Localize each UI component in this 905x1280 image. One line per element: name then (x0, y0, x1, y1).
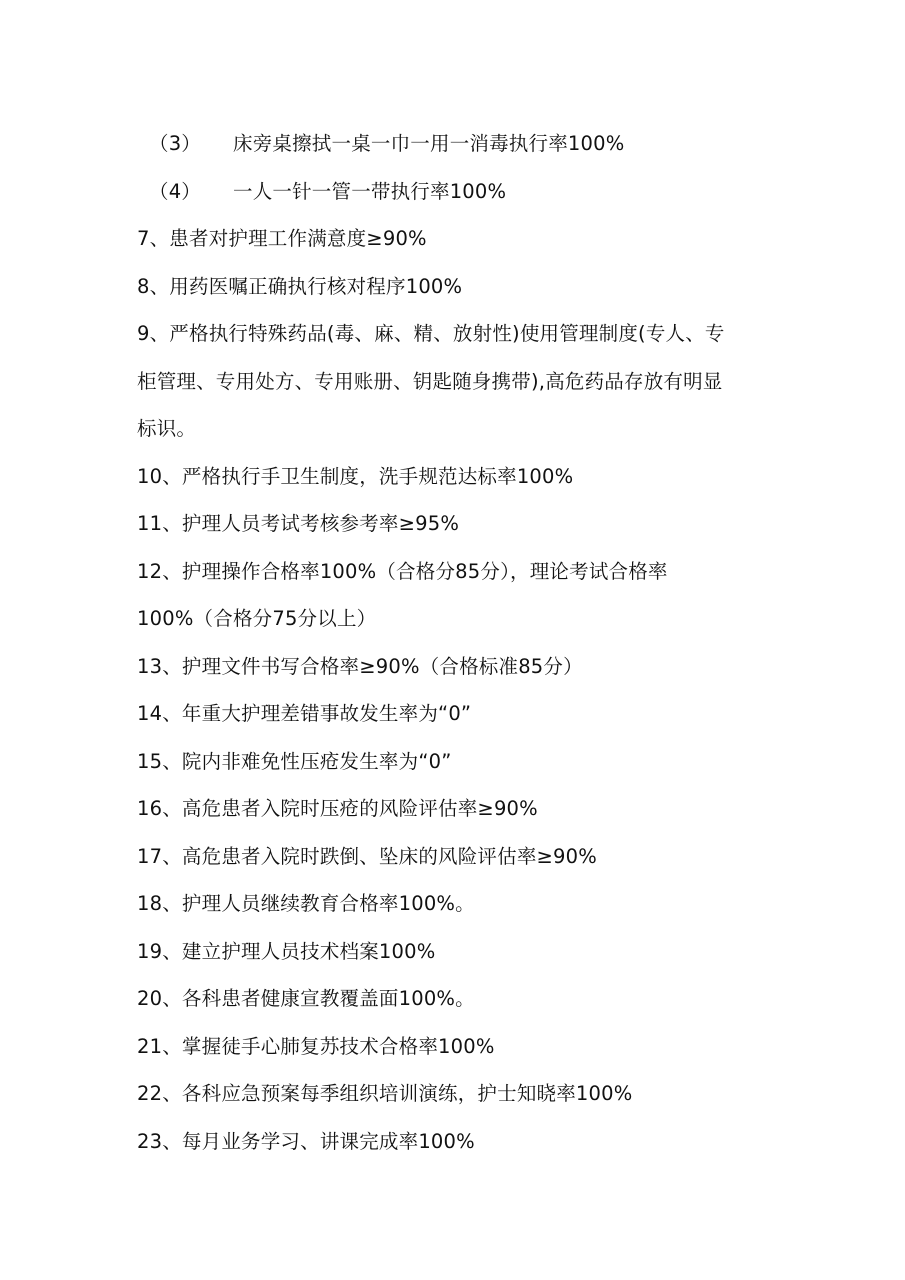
sub-item-3 (137, 120, 777, 168)
list-item-9: 9、严格执行特殊药品(毒、麻、精、放射性)使用管理制度(专人、专 (137, 322, 725, 345)
list-item-7: 7、患者对护理工作满意度≥90% (137, 227, 427, 250)
list-item-17: 17、高危患者入院时跌倒、坠床的风险评估率≥90% (137, 844, 597, 868)
list-item-12-continued: 100%（合格分75分以上） (137, 607, 377, 630)
list-item-10: 10、严格执行手卫生制度，洗手规范达标率100% (137, 464, 574, 488)
list-item-12: 12、护理操作合格率100%（合格分85分），理论考试合格率 (137, 559, 668, 583)
sub-item-text: 床旁桌擦拭一桌一巾一用一消毒执行率100% (233, 132, 625, 155)
list-item-16: 16、高危患者入院时压疮的风险评估率≥90% (137, 797, 538, 820)
list-item-9-continued: 标识。 (137, 417, 197, 440)
list-item-19: 19、建立护理人员技术档案100% (137, 939, 436, 963)
list-item-11: 11、护理人员考试考核参考率≥95% (137, 512, 460, 535)
list-item-23: 23、每月业务学习、讲课完成率100% (137, 1129, 475, 1153)
sub-item-text: 一人一针一管一带执行率100% (233, 179, 507, 203)
list-item-21: 21、掌握徒手心肺复苏技术合格率100% (137, 1034, 495, 1058)
list-item-9-continued: 柜管理、专用处方、专用账册、钥匙随身携带),高危药品存放有明显 (137, 369, 723, 393)
list-item-18: 18、护理人员继续教育合格率100%。 (137, 892, 475, 915)
list-item-8: 8、用药医嘱正确执行核对程序100% (137, 274, 463, 298)
list-item-20: 20、各科患者健康宣教覆盖面100%。 (137, 987, 475, 1010)
sub-item-4 (137, 168, 777, 216)
list-item-13: 13、护理文件书写合格率≥90%（合格标准85分） (137, 654, 583, 678)
list-item-14: 14、年重大护理差错事故发生率为“0” (137, 702, 472, 725)
document-body (137, 120, 777, 1165)
list-item-15: 15、院内非难免性压疮发生率为“0” (137, 749, 452, 773)
list-item-22: 22、各科应急预案每季组织培训演练，护士知晓率100% (137, 1082, 633, 1105)
sub-item-number: （4） (149, 179, 202, 203)
sub-item-number: （3） (149, 132, 202, 155)
